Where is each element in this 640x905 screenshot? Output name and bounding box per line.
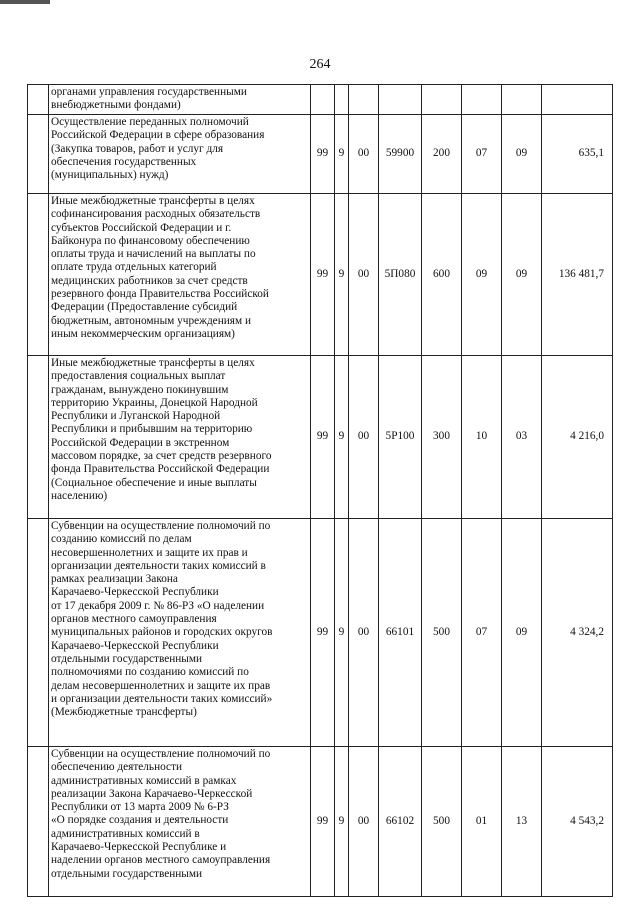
expense-type-cell [422,85,462,115]
direction-cell: 9 [335,747,349,897]
subsection-cell: 03 [502,356,542,519]
code-cell: 5П080 [379,194,422,356]
amount-cell: 4 543,2 [542,747,613,897]
scan-corner-mark [0,0,50,4]
code-cell: 5Р100 [379,356,422,519]
code-cell: 66101 [379,519,422,747]
amount-cell: 4 216,0 [542,356,613,519]
subsection-cell: 09 [502,194,542,356]
expense-type-cell: 300 [422,356,462,519]
sub-cell: 00 [349,519,379,747]
table-row [28,519,613,747]
section-cell: 01 [462,747,502,897]
index-cell [28,519,49,747]
section-cell: 10 [462,356,502,519]
expense-type-cell: 500 [422,519,462,747]
expense-type-cell: 600 [422,194,462,356]
description-cell: органами управления государственными внебюджетными фондами) [49,85,311,115]
sub-cell: 00 [349,356,379,519]
expense-type-cell: 500 [422,747,462,897]
section-cell: 07 [462,115,502,194]
table-row [28,194,613,356]
subsection-cell: 09 [502,519,542,747]
code-cell: 66102 [379,747,422,897]
budget-table [27,84,613,897]
description-cell: Субвенции на осуществление полномочий по созданию комиссий по делам несовершеннолетних и защите их прав и организации деятельности таких комиссий в рамках реализации Закона Карачаево-Черкесской Республики от 17 декабря 2009 г. № 86-РЗ «О наделении органов местного самоуправления муниципальных районов и городских округов Карачаево-Черкесской Республики отдельными государственными полномочиями по созданию комиссий по делам несовершеннолетних и защите их прав и организации деятельности таких комиссий» (Межбюджетные трансферты) [49,519,311,747]
direction-cell: 9 [335,356,349,519]
page-number: 264 [309,57,331,72]
subsection-cell: 13 [502,747,542,897]
table-row [28,356,613,519]
section-cell: 09 [462,194,502,356]
program-cell: 99 [311,519,335,747]
program-cell [311,85,335,115]
sub-cell: 00 [349,194,379,356]
index-cell [28,194,49,356]
description-cell: Иные межбюджетные трансферты в целях предоставления социальных выплат гражданам, вынуждено покинувшим территорию Украины, Донецкой Народной Республики и Луганской Народной Республики и прибывшим на территорию Российской Федерации в экстренном массовом порядке, за счет средств резервного фонда Правительства Российской Федерации (Социальное обеспечение и иные выплаты населению) [49,356,311,519]
amount-cell: 4 324,2 [542,519,613,747]
table-row [28,115,613,194]
table-row [28,747,613,897]
amount-cell: 136 481,7 [542,194,613,356]
direction-cell: 9 [335,115,349,194]
subsection-cell [502,85,542,115]
expense-type-cell: 200 [422,115,462,194]
direction-cell: 9 [335,194,349,356]
direction-cell [335,85,349,115]
code-cell [379,85,422,115]
index-cell [28,747,49,897]
program-cell: 99 [311,115,335,194]
subsection-cell: 09 [502,115,542,194]
section-cell [462,85,502,115]
index-cell [28,85,49,115]
section-cell: 07 [462,519,502,747]
index-cell [28,356,49,519]
program-cell: 99 [311,747,335,897]
direction-cell: 9 [335,519,349,747]
program-cell: 99 [311,356,335,519]
index-cell [28,115,49,194]
code-cell: 59900 [379,115,422,194]
program-cell: 99 [311,194,335,356]
description-cell: Субвенции на осуществление полномочий по обеспечению деятельности административных комиссий в рамках реализации Закона Карачаево-Черкесской Республики от 13 марта 2009 № 6-РЗ «О порядке создания и деятельности административных комиссий в Карачаево-Черкесской Республике и наделении органов местного самоуправления отдельными государственными [49,747,311,897]
description-cell: Иные межбюджетные трансферты в целях софинансирования расходных обязательств субъектов Российской Федерации и г. Байконура по финансовому обеспечению оплаты труда и начислений на выплаты по оплате труда отдельных категорий медицинских работников за счет средств резервного фонда Правительства Российской Федерации (Предоставление субсидий бюджетным, автономным учреждениям и иным некоммерческим организациям) [49,194,311,356]
table-row [28,85,613,115]
amount-cell: 635,1 [542,115,613,194]
amount-cell [542,85,613,115]
description-cell: Осуществление переданных полномочий Российской Федерации в сфере образования (Закупка товаров, работ и услуг для обеспечения государственных (муниципальных) нужд) [49,115,311,194]
sub-cell: 00 [349,747,379,897]
sub-cell [349,85,379,115]
sub-cell: 00 [349,115,379,194]
